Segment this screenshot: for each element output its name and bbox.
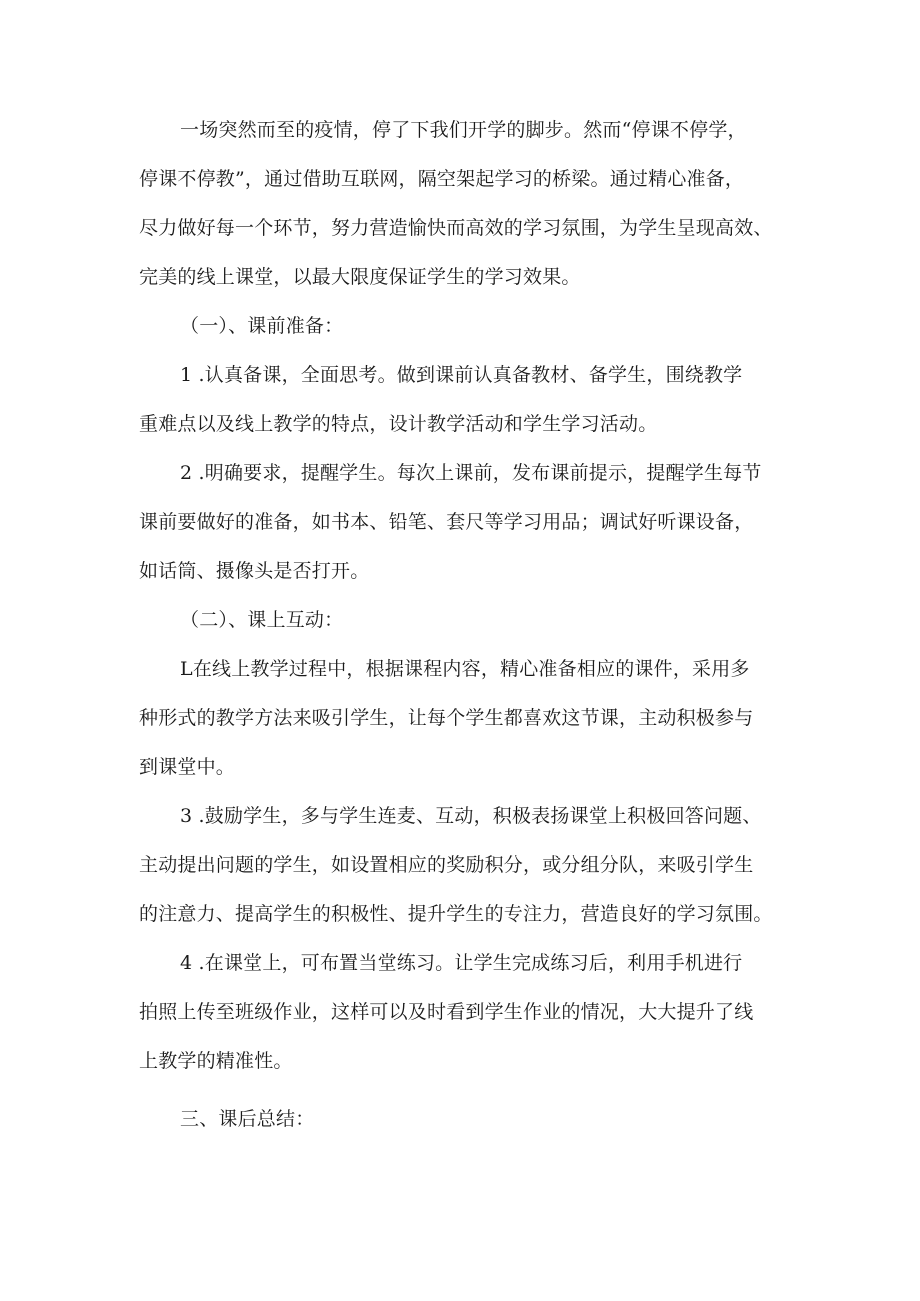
item1-line-1: 1 .认真备课，全面思考。做到课前认真备教材、备学生，围绕教学 (180, 364, 743, 386)
itemL-line-3: 到课堂中。 (139, 756, 236, 778)
section2-heading: （二）、课上互动： (180, 609, 344, 631)
section1-heading: （一）、课前准备： (180, 315, 344, 337)
item2-line-2: 课前要做好的准备，如书本、铅笔、套尺等学习用品；调试好听课设备， (139, 511, 754, 533)
item3-line-1: 3 .鼓励学生，多与学生连麦、互动，积极表扬课堂上积极回答问题、 (180, 805, 762, 827)
item4-line-3: 上教学的精准性。 (139, 1050, 293, 1072)
item3-line-3: 的注意力、提高学生的积极性、提升学生的专注力，营造良好的学习氛围。 (139, 903, 773, 925)
item3-line-2: 主动提出问题的学生，如设置相应的奖励积分，或分组分队，来吸引学生 (139, 854, 754, 876)
intro-line-3: 尽力做好每一个环节，努力营造愉快而高效的学习氛围，为学生呈现高效、 (139, 217, 773, 239)
item4-line-2: 拍照上传至班级作业，这样可以及时看到学生作业的情况，大大提升了线 (139, 1001, 754, 1023)
item1-line-2: 重难点以及线上教学的特点，设计教学活动和学生学习活动。 (139, 413, 658, 435)
item2-line-1: 2 .明确要求，提醒学生。每次上课前，发布课前提示，提醒学生每节 (180, 462, 762, 484)
itemL-line-2: 种形式的教学方法来吸引学生，让每个学生都喜欢这节课，主动积极参与 (139, 707, 754, 729)
itemL-line-1: L在线上教学过程中，根据课程内容，精心准备相应的课件，采用多 (180, 658, 750, 680)
intro-line-4: 完美的线上课堂，以最大限度保证学生的学习效果。 (139, 266, 581, 288)
item4-line-1: 4 .在课堂上，可布置当堂练习。让学生完成练习后，利用手机进行 (180, 952, 743, 974)
section3-heading: 三、课后总结： (180, 1108, 315, 1130)
item2-line-3: 如话筒、摄像头是否打开。 (139, 560, 370, 582)
intro-line-1: 一场突然而至的疫情，停了下我们开学的脚步。然而“停课不停学， (180, 119, 747, 141)
intro-line-2: 停课不停教”，通过借助互联网，隔空架起学习的桥梁。通过精心准备， (139, 168, 745, 190)
